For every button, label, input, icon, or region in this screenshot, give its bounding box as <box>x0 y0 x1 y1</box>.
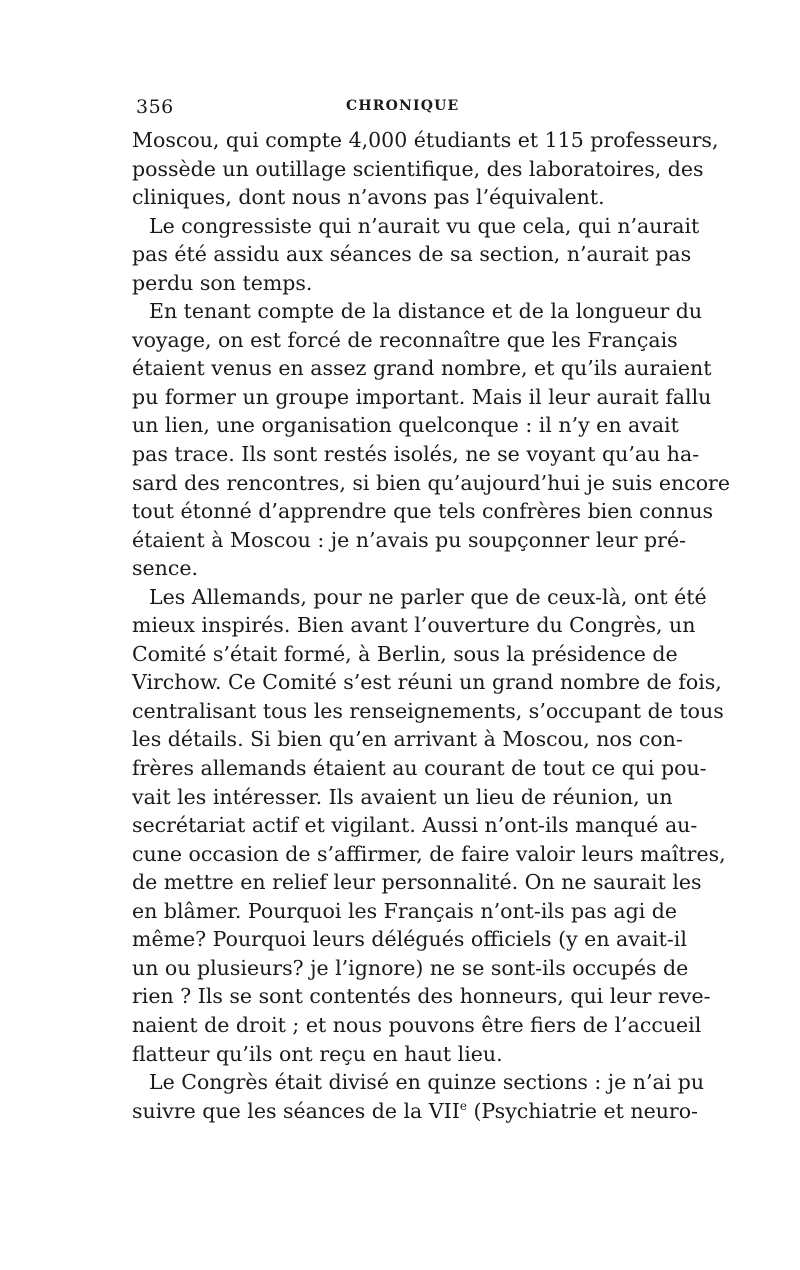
text-line: possède un outillage scientifique, des laboratoires, des <box>132 156 704 181</box>
text-line: sard des rencontres, si bien qu’aujourd’hui je suis encore <box>132 470 730 495</box>
text-line: voyage, on est forcé de reconnaître que les Français <box>132 327 678 352</box>
text-line: Moscou, qui compte 4,000 étudiants et 115 professeurs, <box>132 128 719 152</box>
text-line: vait les intéresser. Ils avaient un lieu de réunion, un <box>132 784 673 809</box>
text-line: pas été assidu aux séances de sa section, n’aurait pas <box>132 242 692 267</box>
page-number: 356 <box>136 96 174 118</box>
text-line: un ou plusieurs? je l’ignore) ne se sont-ils occupés de <box>132 955 689 980</box>
text-line: Virchow. Ce Comité s’est réuni un grand nombre de fois, <box>132 670 722 695</box>
text-line: tout étonné d’apprendre que tels confrères bien connus <box>132 499 714 524</box>
text-line: naient de droit ; et nous pouvons être fiers de l’accueil <box>132 1012 702 1037</box>
text-line: de mettre en relief leur personnalité. On ne saurait les <box>132 870 702 895</box>
text-line: un lien, une organisation quelconque : il n’y en avait <box>132 413 679 438</box>
text-line: pu former un groupe important. Mais il leur aurait fallu <box>132 384 712 409</box>
text-line: Le congressiste qui n’aurait vu que cela, qui n’aurait <box>149 213 700 238</box>
text-line-final <box>132 1097 698 1126</box>
text-line: perdu son temps. <box>132 270 313 295</box>
text-line: Comité s’était formé, à Berlin, sous la présidence de <box>132 641 678 666</box>
text-line: étaient venus en assez grand nombre, et qu’ils auraient <box>132 356 712 381</box>
text-line: mieux inspirés. Bien avant l’ouverture du Congrès, un <box>132 613 696 638</box>
ordinal-superscript: e <box>459 1098 467 1113</box>
text-line: en blâmer. Pourquoi les Français n’ont-ils pas agi de <box>132 898 678 923</box>
final-line-start: suivre que les séances de la VII <box>132 1098 460 1123</box>
text-line: centralisant tous les renseignements, s’occupant de tous <box>132 698 724 723</box>
final-line-end: (Psychiatrie et neuro- <box>466 1098 698 1123</box>
text-line: Les Allemands, pour ne parler que de ceux-là, ont été <box>149 584 707 609</box>
text-line: sence. <box>132 556 198 581</box>
text-line: flatteur qu’ils ont reçu en haut lieu. <box>132 1041 503 1066</box>
text-line: rien ? Ils se sont contentés des honneurs, qui leur reve- <box>132 984 711 1009</box>
text-line: secrétariat actif et vigilant. Aussi n’ont-ils manqué au- <box>132 813 698 838</box>
text-line: même? Pourquoi leurs délégués officiels (y en avait-il <box>132 927 687 952</box>
text-line: les détails. Si bien qu’en arrivant à Moscou, nos con- <box>132 727 683 752</box>
text-line: étaient à Moscou : je n’avais pu soupçonner leur pré- <box>132 527 687 552</box>
text-line: pas trace. Ils sont restés isolés, ne se voyant qu’au ha- <box>132 442 700 467</box>
running-head-title: CHRONIQUE <box>346 98 460 114</box>
running-head <box>136 96 670 120</box>
text-line: Le Congrès était divisé en quinze sections : je n’ai pu <box>149 1070 705 1095</box>
text-line: frères allemands étaient au courant de tout ce qui pou- <box>132 756 707 781</box>
text-line: cliniques, dont nous n’avons pas l’équivalent. <box>132 185 605 210</box>
body-text <box>132 126 730 1125</box>
text-line: cune occasion de s’affirmer, de faire valoir leurs maîtres, <box>132 841 726 866</box>
text-line: En tenant compte de la distance et de la longueur du <box>149 299 703 324</box>
